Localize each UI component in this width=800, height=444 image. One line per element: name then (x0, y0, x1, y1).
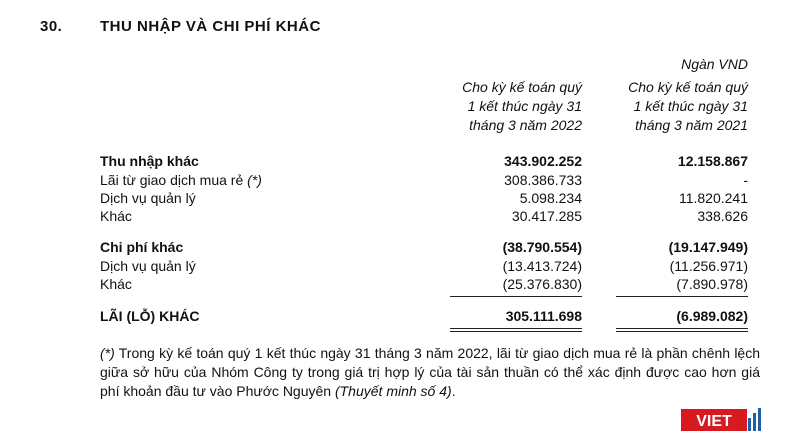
column-header-2021 (578, 78, 748, 135)
section-number: 30. (40, 18, 63, 35)
logo-text: VIET (696, 413, 732, 430)
column-header-line: tháng 3 năm 2022 (469, 117, 582, 133)
total-double-rule-2021-top (616, 328, 748, 329)
column-header-line: Cho kỳ kế toán quý (628, 79, 748, 95)
value-2021: (19.147.949) (668, 239, 748, 255)
row-bargain-purchase-gain (0, 172, 800, 190)
row-label: Chi phí khác (100, 239, 184, 255)
value-2021: (6.989.082) (676, 308, 748, 324)
value-2022: (13.413.724) (502, 258, 582, 274)
value-2021: 12.158.867 (677, 153, 748, 169)
value-2021: (11.256.971) (669, 258, 748, 274)
total-double-rule-2021-bottom (616, 331, 748, 332)
row-other-profit-loss (0, 308, 800, 326)
value-2022: 5.098.234 (519, 190, 582, 206)
logo-bar-2 (753, 413, 756, 431)
column-header-line: 1 kết thúc ngày 31 (633, 98, 748, 114)
footnote-marker: (*) (100, 345, 115, 361)
value-2022: 343.902.252 (504, 153, 582, 169)
vietnamnet-logo (680, 404, 772, 434)
row-label: Thu nhập khác (100, 153, 199, 169)
row-other-income (0, 153, 800, 171)
column-header-2022 (412, 78, 582, 135)
value-2022: 30.417.285 (511, 208, 582, 224)
row-label (100, 172, 262, 188)
subtotal-rule-2021 (616, 296, 748, 297)
value-2022: (38.790.554) (502, 239, 582, 255)
row-label-text: Lãi từ giao dịch mua rẻ (100, 172, 244, 188)
row-label: Dịch vụ quản lý (100, 190, 196, 206)
footnote (100, 344, 760, 401)
column-header-line: 1 kết thúc ngày 31 (467, 98, 582, 114)
value-2021: (7.890.978) (676, 276, 748, 292)
footnote-reference: (Thuyết minh số 4) (334, 383, 452, 399)
subtotal-rule-2022 (450, 296, 582, 297)
value-2021: 338.626 (697, 208, 748, 224)
column-header-line: tháng 3 năm 2021 (635, 117, 748, 133)
value-2021: 11.820.241 (678, 190, 748, 206)
row-label: Khác (100, 208, 132, 224)
row-management-services-expense (0, 258, 800, 276)
value-2022: (25.376.830) (502, 276, 582, 292)
row-label: Khác (100, 276, 132, 292)
value-2022: 305.111.698 (505, 308, 582, 324)
logo-bar-3 (758, 408, 761, 431)
footnote-end: . (451, 383, 456, 399)
column-header-line: Cho kỳ kế toán quý (462, 79, 582, 95)
footnote-text: Trong kỳ kế toán quý 1 kết thúc ngày 31 tháng 3 năm 2022, lãi từ giao dịch mua rẻ là phần chênh lệch giữa sở hữu của Nhóm Công ty trong giá trị hợp lý của tài sản thuần có thể xác định được cao hơn giá phí khoản đầu tư vào Phước Nguyên (100, 345, 760, 399)
row-label: Dịch vụ quản lý (100, 258, 196, 274)
logo-bar-1 (748, 418, 751, 431)
value-2021: - (743, 172, 748, 188)
row-other-expense-misc (0, 276, 800, 294)
row-other-income-misc (0, 208, 800, 226)
value-2022: 308.386.733 (504, 172, 582, 188)
total-double-rule-2022-bottom (450, 331, 582, 332)
footnote-marker: (*) (247, 172, 262, 188)
total-double-rule-2022-top (450, 328, 582, 329)
row-other-expenses (0, 239, 800, 257)
currency-unit: Ngàn VND (681, 56, 748, 72)
row-label: LÃI (LỖ) KHÁC (100, 308, 200, 324)
section-title: THU NHẬP VÀ CHI PHÍ KHÁC (100, 18, 321, 35)
row-management-services-income (0, 190, 800, 208)
